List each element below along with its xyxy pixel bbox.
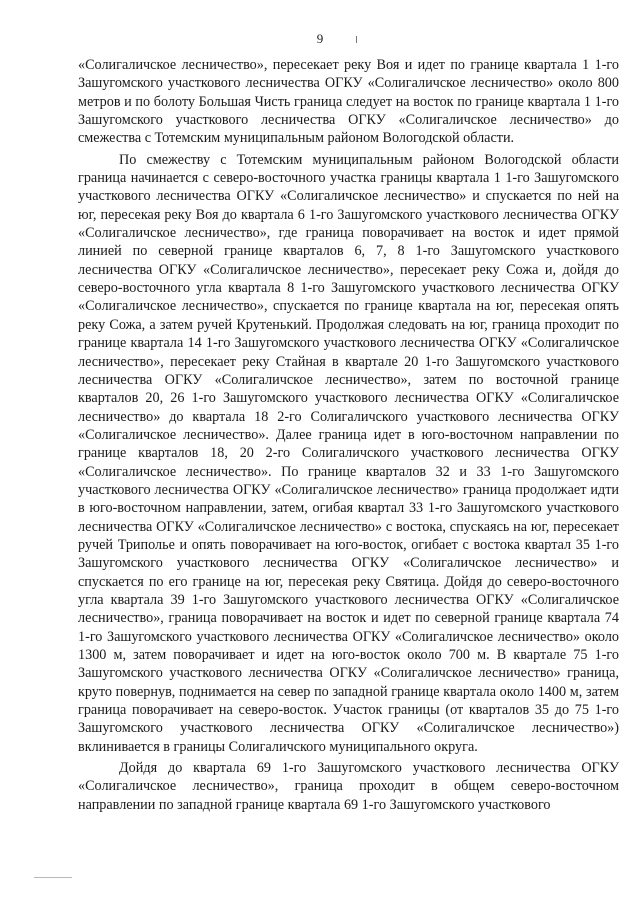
document-body [78, 56, 619, 814]
scan-mark [356, 36, 357, 43]
paragraph-continuation: «Солигаличское лесничество», пересекает реку Воя и идет по границе квартала 1 1-го Зашугомского участкового лесничества ОГКУ «Солигаличское лесничество» около 800 метров и по болоту Большая Чисть граница следует на восток по границе квартала 1 1-го Зашугомского участкового лесничества ОГКУ «Солигаличское лесничество» до смежества с Тотемским муниципальным районом Вологодской области. [78, 57, 619, 147]
page-number: 9 [316, 31, 324, 46]
paragraph-quarter-69: Дойдя до квартала 69 1-го Зашугомского участкового лесничества ОГКУ «Солигаличское лесничество», граница проходит в общем северо-восточном направлении по западной границе квартала 69 1-го Зашугомского участкового [78, 760, 619, 813]
footer-rule [34, 877, 72, 878]
paragraph-boundary-totemsky: По смежеству с Тотемским муниципальным районом Вологодской области граница начинается с северо-восточного участка границы квартала 1 1-го Зашугомского участкового лесничества ОГКУ «Солигаличское лесничество» и спускается по ней на юг, пересекая реку Воя до квартала 6 1-го Зашугомского участкового лесничества ОГКУ «Солигаличское лесничество», где граница поворачивает на восток и идет прямой линией по северной границе кварталов 6, 7, 8 1-го Зашугомского участкового лесничества ОГКУ «Солигаличское лесничество», пересекает реку Сожа и, дойдя до северо-восточного угла квартала 8 1-го Зашугомского участкового лесничества ОГКУ «Солигаличское лесничество», спускается по границе квартала на юг, пересекая опять реку Сожа, а затем ручей Крутенький. Продолжая следовать на юг, граница проходит по границе квартала 14 1-го Зашугомского участкового лесничества ОГКУ «Солигаличское лесничество», пересекает реку Стайная в квартале 20 1-го Зашугомского участкового лесничества ОГКУ «Солигаличское лесничество», затем по восточной границе кварталов 20, 26 1-го Зашугомского участкового лесничества ОГКУ «Солигаличское лесничество» до квартала 18 2-го Солигаличского участкового лесничества ОГКУ «Солигаличское лесничество». Далее граница идет в юго-восточном направлении по границе кварталов 18, 20 2-го Солигаличского участкового лесничества ОГКУ «Солигаличское лесничество». По границе кварталов 32 и 33 1-го Зашугомского участкового лесничества ОГКУ «Солигаличское лесничество» граница продолжает идти в юго-восточном направлении, затем, огибая квартал 33 1-го Зашугомского участкового лесничества ОГКУ «Солигаличское лесничество» с востока, спускаясь на юг, пересекает ручей Триполье и опять поворачивает на юго-восток, огибает с востока квартал 35 1-го Зашугомского участкового лесничества ОГКУ «Солигаличское лесничество» и спускается по его границе на юг, пересекая реку Святица. Дойдя до северо-восточного угла квартала 39 1-го Зашугомского участкового лесничества ОГКУ «Солигаличское лесничество», граница поворачивает на восток и идет по северной границе квартала 74 1-го Зашугомского участкового лесничества ОГКУ «Солигаличское лесничество» около 1300 м, затем поворачивает и идет на юго-восток около 700 м. В квартале 75 1-го Зашугомского участкового лесничества ОГКУ «Солигаличское лесничество» граница, круто повернув, поднимается на север по западной границе квартала около 1400 м, затем граница поворачивает на северо-восток. Участок границы (от кварталов 35 до 75 1-го Зашугомского участкового лесничества ОГКУ «Солигаличское лесничество») вклинивается в границы Солигаличского муниципального округа. [78, 151, 619, 755]
